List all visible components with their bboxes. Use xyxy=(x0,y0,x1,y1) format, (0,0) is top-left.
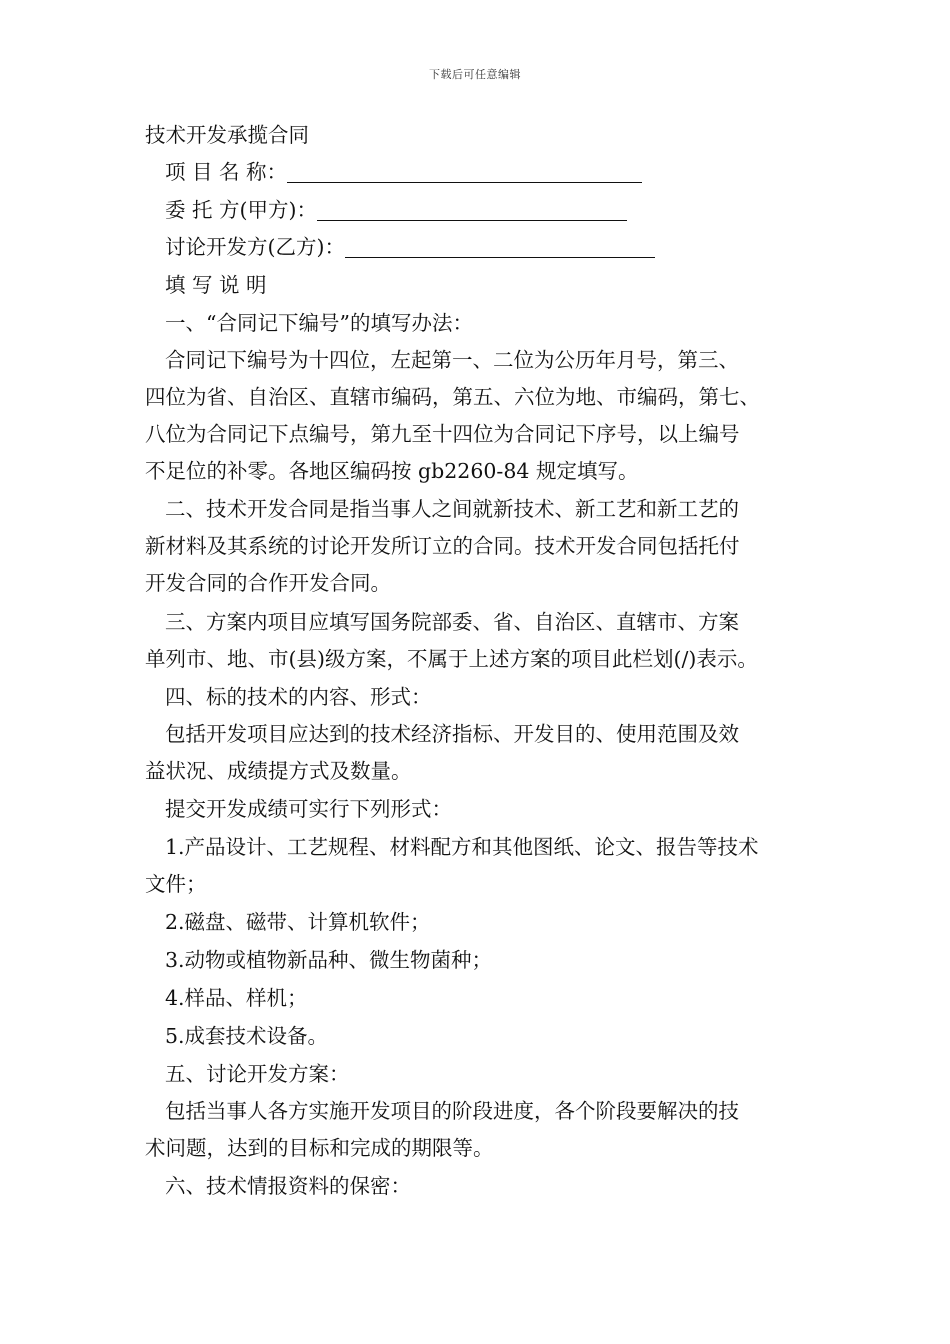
paragraph-line: 不足位的补零。各地区编码按 gb2260-84 规定填写。 xyxy=(145,459,639,483)
paragraph-line: 四位为省、自治区、直辖市编码，第五、六位为地、市编码，第七、 xyxy=(145,385,760,409)
paragraph-line: 单列市、地、市(县)级方案，不属于上述方案的项目此栏划(/)表示。 xyxy=(145,647,758,671)
paragraph-line: 二、技术开发合同是指当事人之间就新技术、新工艺和新工艺的 xyxy=(165,497,739,521)
client-blank[interactable] xyxy=(317,198,627,221)
paragraph-line: 益状况、成绩提方式及数量。 xyxy=(145,759,412,783)
paragraph-line: 新材料及其系统的讨论开发所订立的合同。技术开发合同包括托付 xyxy=(145,534,740,558)
paragraph-line: 合同记下编号为十四位，左起第一、二位为公历年月号，第三、 xyxy=(165,348,739,372)
document-title: 技术开发承揽合同 xyxy=(145,123,309,147)
field-label: 项 目 名 称： xyxy=(165,160,288,184)
paragraph-line: 五、讨论开发方案： xyxy=(165,1062,350,1086)
list-item: 文件； xyxy=(145,872,207,896)
list-item: 4.样品、样机； xyxy=(165,986,308,1010)
field-project-name xyxy=(165,157,642,187)
paragraph-line: 一、“合同记下编号”的填写办法： xyxy=(165,311,473,335)
field-label: 讨论开发方(乙方)： xyxy=(165,235,345,259)
paragraph-line: 三、方案内项目应填写国务院部委、省、自治区、直辖市、方案 xyxy=(165,610,739,634)
field-client xyxy=(165,195,627,225)
developer-blank[interactable] xyxy=(345,235,655,258)
field-developer xyxy=(165,232,655,262)
page-header: 下载后可任意编辑 xyxy=(429,68,521,81)
paragraph-line: 六、技术情报资料的保密： xyxy=(165,1174,411,1198)
paragraph-line: 术问题，达到的目标和完成的期限等。 xyxy=(145,1136,494,1160)
list-item: 3.动物或植物新品种、微生物菌种； xyxy=(165,948,493,972)
paragraph-line: 四、标的技术的内容、形式： xyxy=(165,685,432,709)
field-label: 委 托 方(甲方)： xyxy=(165,198,318,222)
list-item: 2.磁盘、磁带、计算机软件； xyxy=(165,910,431,934)
paragraph-line: 开发合同的合作开发合同。 xyxy=(145,571,391,595)
paragraph-line: 包括当事人各方实施开发项目的阶段进度，各个阶段要解决的技 xyxy=(165,1099,739,1123)
instructions-heading: 填 写 说 明 xyxy=(165,273,267,297)
paragraph-line: 包括开发项目应达到的技术经济指标、开发目的、使用范围及效 xyxy=(165,722,739,746)
project-name-blank[interactable] xyxy=(287,160,642,183)
list-item: 5.成套技术设备。 xyxy=(165,1024,329,1048)
paragraph-line: 八位为合同记下点编号，第九至十四位为合同记下序号，以上编号 xyxy=(145,422,740,446)
list-item: 1.产品设计、工艺规程、材料配方和其他图纸、论文、报告等技术 xyxy=(165,835,759,859)
paragraph-line: 提交开发成绩可实行下列形式： xyxy=(165,797,452,821)
